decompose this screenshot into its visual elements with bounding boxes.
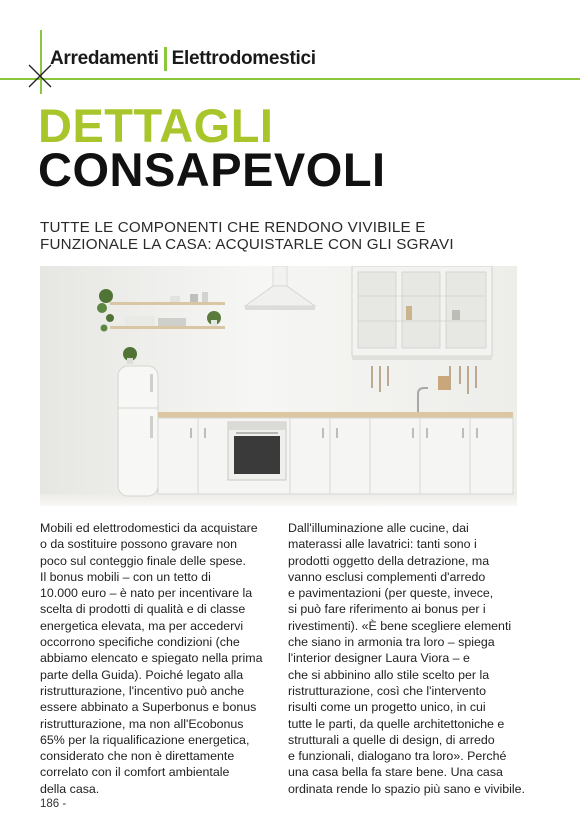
body-text-line: prodotti oggetto della detrazione, ma	[288, 553, 490, 568]
crop-mark-horizontal	[0, 78, 580, 80]
fridge	[118, 366, 158, 496]
section-header	[50, 44, 316, 74]
body-text-line: tutte le parti, da quelle architettoniche e	[288, 716, 505, 731]
kitchen-illustration	[40, 266, 517, 506]
body-text-line: abbiamo elencato e spiegato nella prima	[40, 651, 263, 666]
body-column-right	[288, 520, 525, 797]
body-column-left	[40, 520, 266, 797]
body-text-line: ristrutturazione, ma non all'Ecobonus	[40, 716, 244, 731]
body-text-line: e funzionali, dialogano tra loro». Perché	[288, 749, 507, 764]
body-text-line: considerato che non è direttamente	[40, 749, 235, 764]
body-text-line: scelta di prodotti di qualità e di classe	[40, 602, 246, 617]
body-text-line: Dall'illuminazione alle cucine, dai	[288, 521, 469, 535]
body-text-line: e pavimentazioni (per queste, invece,	[288, 586, 494, 601]
section-separator	[164, 47, 167, 71]
body-text-line: strutturali a quelle di design, di arredo	[288, 732, 495, 747]
body-text-line: risulti come un progetto unico, in cui	[288, 700, 486, 715]
section-label-elettrodomestici: Elettrodomestici	[171, 48, 316, 69]
cutting-board	[438, 376, 450, 390]
body-text-line: o da sostituire possono gravare non	[40, 537, 237, 552]
body-text-line: Il bonus mobili – con un tetto di	[40, 569, 211, 584]
article-title	[38, 99, 386, 196]
subtitle-line-2: FUNZIONALE LA CASA: ACQUISTARLE CON GLI SGRAVI	[40, 236, 454, 253]
title-line-1: DETTAGLI	[38, 99, 274, 152]
body-text-line: si può fare riferimento ai bonus per i	[288, 602, 486, 617]
body-text-line: essere abbinato a Superbonus e bonus	[40, 700, 257, 715]
body-text-line: vanno esclusi complementi d'arredo	[288, 569, 486, 584]
body-text-line: materassi alle lavatrici: tanti sono i	[288, 537, 477, 552]
body-text-line: che si abbinino allo stile scelto per la	[288, 667, 490, 682]
body-text-line: Mobili ed elettrodomestici da acquistare	[40, 521, 258, 535]
subtitle-line-1: TUTTE LE COMPONENTI CHE RENDONO VIVIBILE E	[40, 219, 426, 236]
article-subtitle	[40, 219, 540, 253]
body-text-line: ristrutturazione, l'incentivo può anche	[40, 683, 245, 698]
title-line-2: CONSAPEVOLI	[38, 143, 386, 196]
kitchen-photo	[40, 266, 517, 506]
body-text-line: poco sul conteggio finale delle spese.	[40, 553, 246, 568]
body-text-line: parte della Guida). Poiché legato alla	[40, 667, 244, 682]
body-text-line: una casa bella fa stare bene. Una casa	[288, 765, 503, 780]
page-number: 186 -	[40, 798, 67, 810]
body-text-line: 10.000 euro – è nato per incentivare la	[40, 586, 253, 601]
body-text-line: che siano in armonia tra loro – spiega	[288, 635, 495, 650]
body-text-line: ordinata rende lo spazio più sano e vivibile.	[288, 781, 525, 796]
lower-cabinets	[158, 418, 513, 494]
body-text-line: rivestimenti). «È bene scegliere elementi	[288, 618, 512, 633]
body-text-line: ristrutturazione, così che l'intervento	[288, 683, 486, 698]
body-text-line: energetica elevata, ma per accedervi	[40, 618, 244, 633]
section-label-arredamenti: Arredamenti	[50, 48, 159, 69]
upper-cabinet	[352, 266, 492, 360]
body-text-line: occorrono specifiche condizioni (che	[40, 635, 240, 650]
body-text-line: correlato con il comfort ambientale	[40, 765, 230, 780]
body-text-line: l'interior designer Laura Viora – e	[288, 651, 470, 666]
oven	[228, 422, 286, 480]
body-text-line: della casa.	[40, 781, 100, 796]
body-text-line: 65% per la riqualificazione energetica,	[40, 732, 250, 747]
countertop	[158, 412, 513, 418]
